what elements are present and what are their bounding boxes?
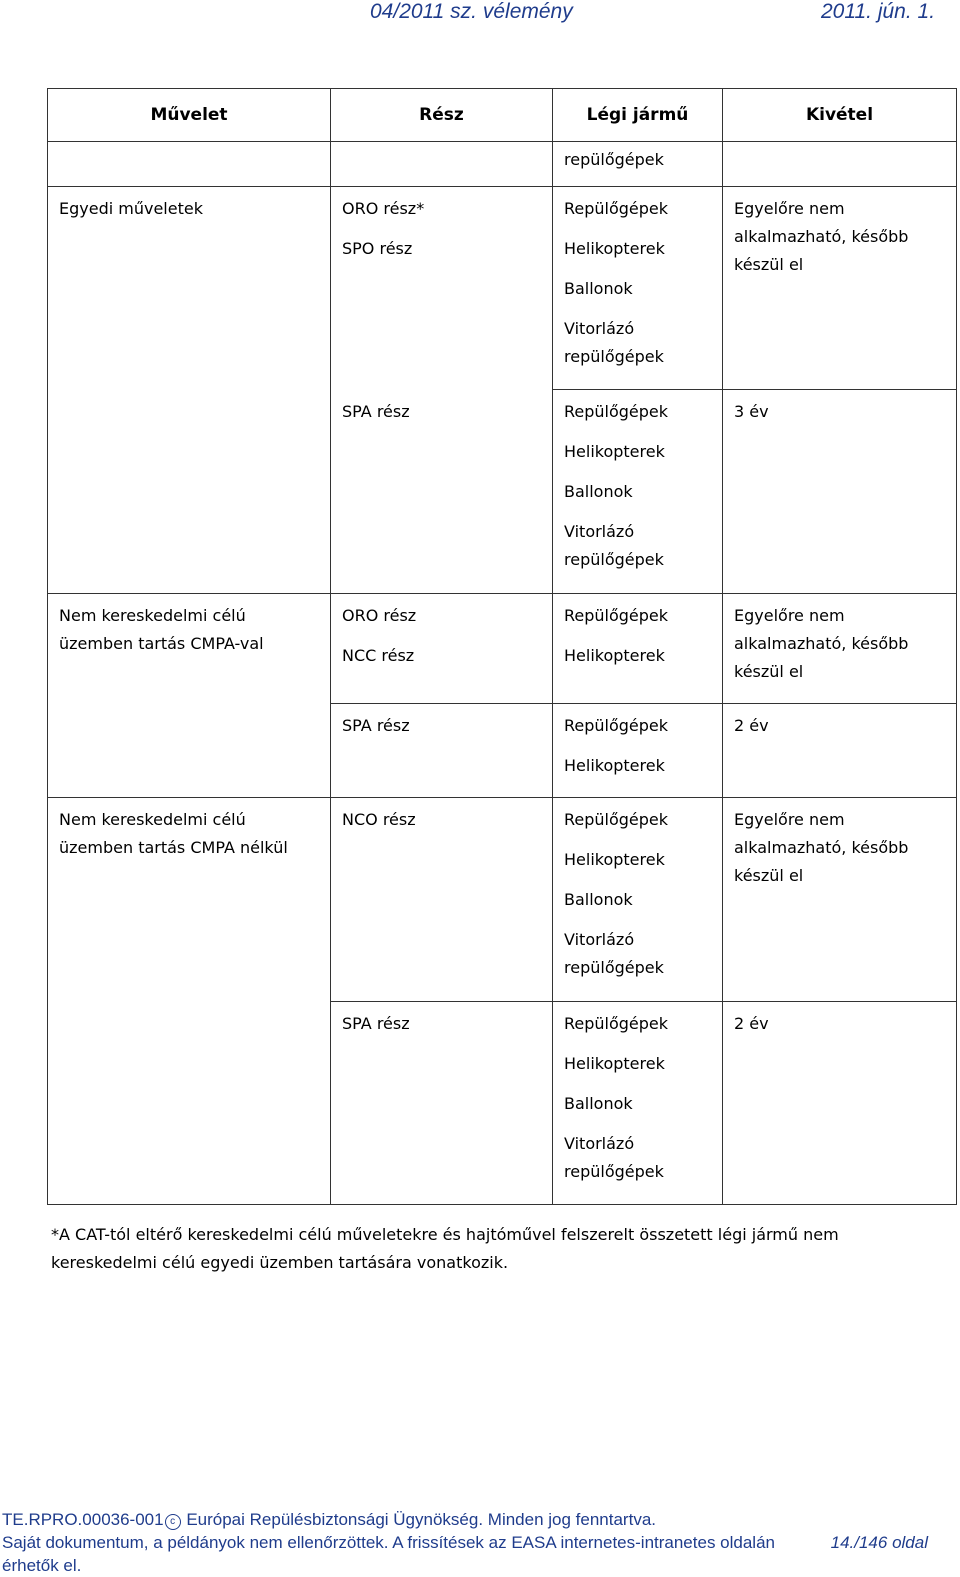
table-row — [48, 390, 957, 594]
exception-cell: 3 év — [723, 390, 957, 594]
aircraft-cell: Repülőgépek Helikopterek Ballonok Vitorlázó repülőgépek — [553, 798, 723, 1002]
page-footer — [2, 1508, 958, 1577]
footnote: *A CAT-tól eltérő kereskedelmi célú műveletekre és hajtóművel felszerelt összetett légi jármű nem kereskedelmi célú egyedi üzemben tartására vonatkozik. — [51, 1225, 839, 1272]
page-header — [370, 0, 960, 28]
document-date: 2011. jún. 1. — [821, 0, 936, 23]
aircraft-cell: Repülőgépek Helikopterek Ballonok Vitorlázó repülőgépek — [553, 187, 723, 390]
operation-cell: Nem kereskedelmi célú üzemben tartás CMPA-val — [48, 594, 331, 704]
table-row — [48, 142, 957, 187]
table-row — [48, 187, 957, 390]
exception-cell: 2 év — [723, 1002, 957, 1205]
table-header-row — [48, 89, 957, 142]
exception-cell: Egyelőre nem alkalmazható, később készül el — [723, 594, 957, 704]
operation-cell: Egyedi műveletek — [48, 187, 331, 390]
page-number: 14./146 oldal — [830, 1533, 928, 1552]
exception-cell: Egyelőre nem alkalmazható, később készül el — [723, 798, 957, 1002]
column-header-exception: Kivétel — [723, 89, 957, 142]
part-cell: ORO rész NCC rész — [331, 594, 553, 704]
table-row — [48, 594, 957, 704]
exception-cell: Egyelőre nem alkalmazható, később készül el — [723, 187, 957, 390]
aircraft-cell: Repülőgépek Helikopterek — [553, 704, 723, 798]
table-row — [48, 704, 957, 798]
aircraft-cell: Repülőgépek Helikopterek Ballonok Vitorlázó repülőgépek — [553, 390, 723, 594]
column-header-part: Rész — [331, 89, 553, 142]
copyright-icon: c — [165, 1514, 181, 1530]
table-row — [48, 1002, 957, 1205]
document-reference: 04/2011 sz. vélemény — [370, 0, 573, 23]
part-cell: SPA rész — [331, 390, 553, 594]
column-header-aircraft: Légi jármű — [553, 89, 723, 142]
table-row — [48, 798, 957, 1002]
part-cell: SPA rész — [331, 1002, 553, 1205]
aircraft-cell: Repülőgépek Helikopterek Ballonok Vitorlázó repülőgépek — [553, 1002, 723, 1205]
part-cell: NCO rész — [331, 798, 553, 1002]
exceptions-table — [47, 88, 957, 1205]
part-cell: ORO rész* SPO rész — [331, 187, 553, 390]
table-cell: repülőgépek — [553, 142, 723, 187]
footer-line-2: Saját dokumentum, a példányok nem ellenőrzöttek. A frissítések az EASA internetes-intranetes oldalán érhetők el. — [2, 1533, 775, 1575]
part-cell: SPA rész — [331, 704, 553, 798]
footer-line-1: TE.RPRO.00036-001 c Európai Repülésbiztonsági Ügynökség. Minden jog fenntartva. — [2, 1510, 656, 1529]
column-header-operation: Művelet — [48, 89, 331, 142]
operation-cell: Nem kereskedelmi célú üzemben tartás CMPA nélkül — [48, 798, 331, 1002]
aircraft-cell: Repülőgépek Helikopterek — [553, 594, 723, 704]
exception-cell: 2 év — [723, 704, 957, 798]
